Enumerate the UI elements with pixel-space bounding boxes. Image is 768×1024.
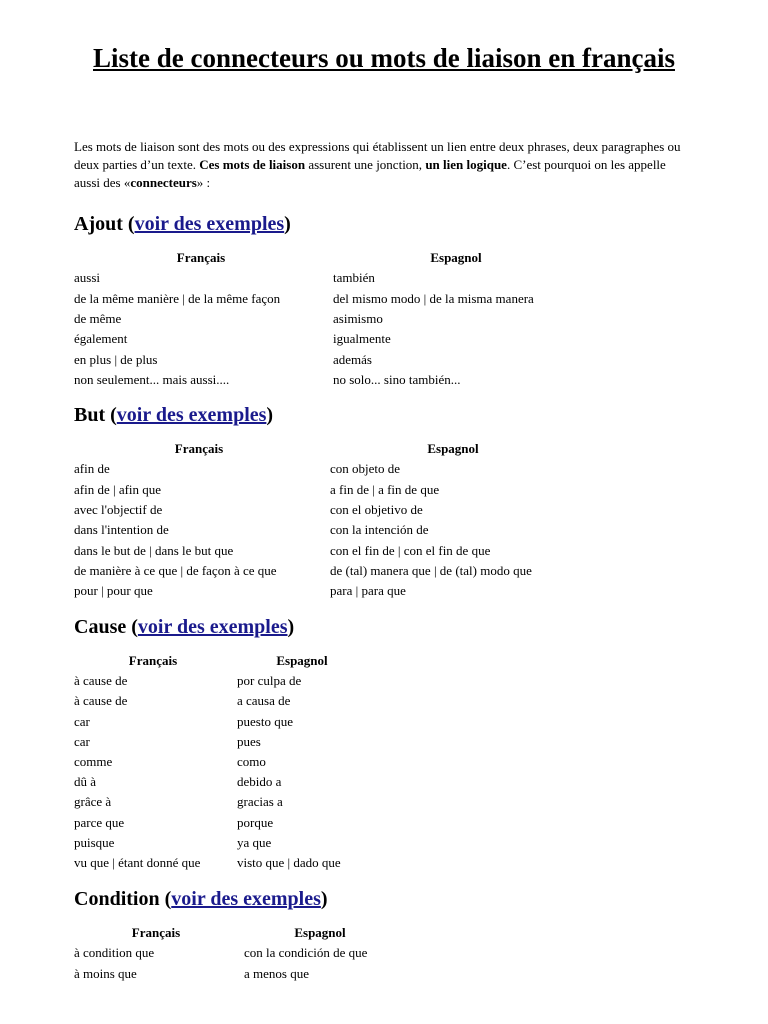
section-title-text: Ajout xyxy=(74,213,123,235)
cell-espagnol: pues xyxy=(237,734,261,749)
cell-francais: à moins que xyxy=(74,966,137,981)
cell-espagnol: visto que | dado que xyxy=(237,855,341,870)
voir-exemples-link-cause[interactable]: voir des exemples xyxy=(137,616,288,638)
cell-francais: dans le but de | dans le but que xyxy=(74,543,234,558)
column-header-espagnol: Espagnol xyxy=(430,250,482,265)
cell-francais: vu que | étant donné que xyxy=(74,855,201,870)
voir-exemples-link-but[interactable]: voir des exemples xyxy=(116,404,267,426)
section-title-but xyxy=(74,403,273,427)
intro-bold: un lien logique xyxy=(425,157,507,172)
cell-francais: de manière à ce que | de façon à ce que xyxy=(74,563,277,578)
cell-espagnol: a menos que xyxy=(244,966,309,981)
section-title-condition xyxy=(74,887,328,911)
column-header-espagnol: Espagnol xyxy=(276,653,328,668)
cell-espagnol: asimismo xyxy=(333,311,383,326)
cell-espagnol: con el fin de | con el fin de que xyxy=(330,543,491,558)
column-header-espagnol: Espagnol xyxy=(427,441,479,456)
cell-espagnol: gracias a xyxy=(237,794,283,809)
cell-francais: en plus | de plus xyxy=(74,352,158,367)
cell-francais: aussi xyxy=(74,270,100,285)
cell-espagnol: debido a xyxy=(237,774,282,789)
section-title-paren: ) xyxy=(284,213,291,235)
section-title-cause xyxy=(74,615,294,639)
cell-espagnol: para | para que xyxy=(330,583,406,598)
section-title-paren: ( xyxy=(122,213,135,235)
cell-francais: parce que xyxy=(74,815,125,830)
intro-text: » : xyxy=(196,175,211,190)
cell-francais: également xyxy=(74,331,128,346)
cell-espagnol: también xyxy=(333,270,375,285)
page-title: Liste de connecteurs ou mots de liaison en français xyxy=(93,43,675,73)
voir-exemples-link-ajout[interactable]: voir des exemples xyxy=(134,213,285,235)
cell-espagnol: no solo... sino también... xyxy=(333,372,461,387)
cell-francais: comme xyxy=(74,754,113,769)
intro-text: Les mots de liaison sont des mots ou des expressions qui établissent un lien entre deux phrases, deux paragraphes ou deux parties d’un texte. xyxy=(74,139,681,172)
section-title-paren: ) xyxy=(266,404,274,426)
cell-espagnol: a fin de | a fin de que xyxy=(330,482,440,497)
cell-francais: grâce à xyxy=(74,794,112,809)
cell-espagnol: con la intención de xyxy=(330,522,429,537)
column-header-francais: Français xyxy=(131,925,181,940)
voir-exemples-link-condition[interactable]: voir des exemples xyxy=(171,888,321,910)
column-header-francais: Français xyxy=(128,653,178,668)
cell-francais: à cause de xyxy=(74,673,128,688)
cell-francais: de même xyxy=(74,311,122,326)
cell-francais: car xyxy=(74,714,90,729)
cell-francais: puisque xyxy=(74,835,115,850)
section-title-ajout xyxy=(74,212,291,236)
intro-bold: connecteurs xyxy=(130,175,197,190)
section-title-text: But xyxy=(74,404,106,426)
section-title-paren: ) xyxy=(320,888,328,910)
cell-francais: afin de | afin que xyxy=(74,482,162,497)
cell-francais: car xyxy=(74,734,90,749)
cell-espagnol: además xyxy=(333,352,372,367)
cell-espagnol: igualmente xyxy=(333,331,391,346)
cell-francais: dans l'intention de xyxy=(74,522,169,537)
column-header-espagnol: Espagnol xyxy=(294,925,346,940)
cell-francais: dû à xyxy=(74,774,97,789)
cell-francais: pour | pour que xyxy=(74,583,153,598)
cell-francais: avec l'objectif de xyxy=(74,502,163,517)
section-title-paren: ( xyxy=(159,888,172,910)
cell-espagnol: ya que xyxy=(237,835,272,850)
cell-espagnol: del mismo modo | de la misma manera xyxy=(333,291,534,306)
cell-espagnol: porque xyxy=(237,815,274,830)
cell-francais: afin de xyxy=(74,461,110,476)
cell-francais: de la même manière | de la même façon xyxy=(74,291,281,306)
intro-text: . C’est pourquoi on les appelle aussi des « xyxy=(74,157,666,190)
cell-espagnol: por culpa de xyxy=(237,673,302,688)
cell-espagnol: con la condición de que xyxy=(244,945,368,960)
cell-espagnol: a causa de xyxy=(237,693,291,708)
column-header-francais: Français xyxy=(176,250,226,265)
section-title-text: Condition xyxy=(74,888,160,910)
section-title-paren: ( xyxy=(105,404,117,426)
cell-francais: à cause de xyxy=(74,693,128,708)
intro-text: assurent une jonction, xyxy=(305,157,426,172)
intro-bold: Ces mots de liaison xyxy=(199,157,306,172)
cell-espagnol: como xyxy=(237,754,266,769)
intro-paragraph xyxy=(74,138,694,192)
cell-espagnol: de (tal) manera que | de (tal) modo que xyxy=(330,563,532,578)
cell-espagnol: con el objetivo de xyxy=(330,502,423,517)
section-title-paren: ) xyxy=(287,616,295,638)
cell-espagnol: con objeto de xyxy=(330,461,401,476)
section-title-paren: ( xyxy=(126,616,138,638)
cell-francais: à condition que xyxy=(74,945,155,960)
cell-francais: non seulement... mais aussi.... xyxy=(74,372,230,387)
column-header-francais: Français xyxy=(174,441,224,456)
cell-espagnol: puesto que xyxy=(237,714,293,729)
section-title-text: Cause xyxy=(74,616,127,638)
